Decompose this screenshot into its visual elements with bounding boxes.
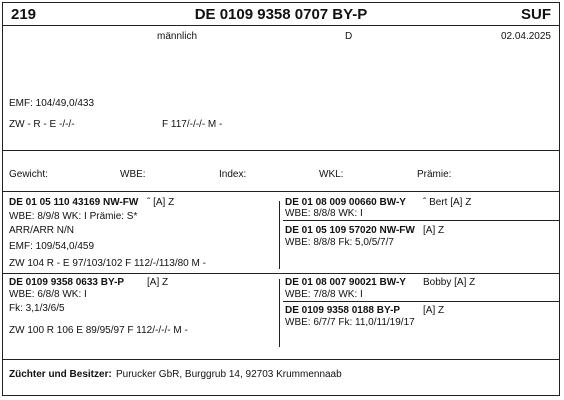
sire-line1: WBE: 8/9/8 WK: I Prämie: S* [9, 211, 138, 222]
dam-line1: WBE: 6/8/8 WK: I [9, 289, 87, 300]
breeder-label: Züchter und Besitzer: [9, 369, 112, 380]
dam-line2: Fk: 3,1/3/6/5 [9, 303, 65, 314]
sire-sire-mark: ˆ Bert [A] Z [423, 197, 472, 208]
sire-dam-divider [3, 273, 559, 274]
praemie-label: Prämie: [417, 169, 452, 180]
breeder-divider [3, 359, 559, 360]
dam-sire-line1: WBE: 7/8/8 WK: I [285, 289, 363, 300]
sire-line2: ARR/ARR N/N [9, 225, 75, 236]
animal-id: DE 0109 9358 0707 BY-P [194, 6, 368, 23]
dam-dam-line1: WBE: 6/7/7 Fk: 11,0/11/19/17 [285, 317, 415, 328]
weight-label: Gewicht: [9, 169, 48, 180]
dam-dam-mark: [A] Z [423, 305, 445, 316]
sire-sire-id: DE 01 08 009 00660 BW-Y [285, 197, 406, 208]
f-value: F 117/-/-/- M - [162, 119, 223, 130]
catalog-number: 219 [11, 6, 37, 23]
class: D [345, 31, 353, 42]
sire-line3: EMF: 109/54,0/459 [9, 241, 95, 252]
sire-mark: ˆ [A] Z [147, 197, 175, 208]
sire-dam-mark: [A] Z [423, 225, 445, 236]
info-divider [3, 150, 559, 151]
wkl-label: WKL: [319, 169, 344, 180]
sire-vertical-divider [279, 201, 280, 269]
sex: männlich [157, 31, 198, 42]
breeder-value: Purucker GbR, Burggrub 14, 92703 Krummennaab [116, 369, 342, 380]
breed-code: SUF [521, 6, 551, 23]
dam-sire-mark: Bobby [A] Z [423, 277, 476, 288]
dam-vertical-divider [279, 279, 280, 347]
sire-dam-id: DE 01 05 109 57020 NW-FW [285, 225, 415, 236]
header-divider [3, 25, 559, 26]
dam-dam-id: DE 0109 9358 0188 BY-P [285, 305, 401, 316]
sire-sire-line1: WBE: 8/8/8 WK: I [285, 208, 363, 219]
sire-id: DE 01 05 110 43169 NW-FW [9, 197, 139, 208]
animal-card [2, 2, 560, 396]
date: 02.04.2025 [500, 31, 551, 42]
index-label: Index: [219, 169, 247, 180]
sire-line4: ZW 104 R - E 97/103/102 F 112/-/113/80 M - [9, 258, 206, 269]
wbe-label: WBE: [120, 169, 146, 180]
emf-value: EMF: 104/49,0/433 [9, 98, 95, 109]
pedigree-top-divider [3, 191, 559, 192]
dam-mark: [A] Z [147, 277, 169, 288]
sire-dam-line1: WBE: 8/8/8 Fk: 5,0/5/7/7 [285, 237, 394, 248]
dam-sire-id: DE 01 08 007 90021 BW-Y [285, 277, 406, 288]
dam-line3: ZW 100 R 106 E 89/95/97 F 112/-/-/- M - [9, 325, 188, 336]
sire-parents-divider [283, 220, 559, 221]
zw-value: ZW - R - E -/-/- [9, 119, 75, 130]
dam-parents-divider [283, 301, 559, 302]
dam-id: DE 0109 9358 0633 BY-P [9, 277, 125, 288]
